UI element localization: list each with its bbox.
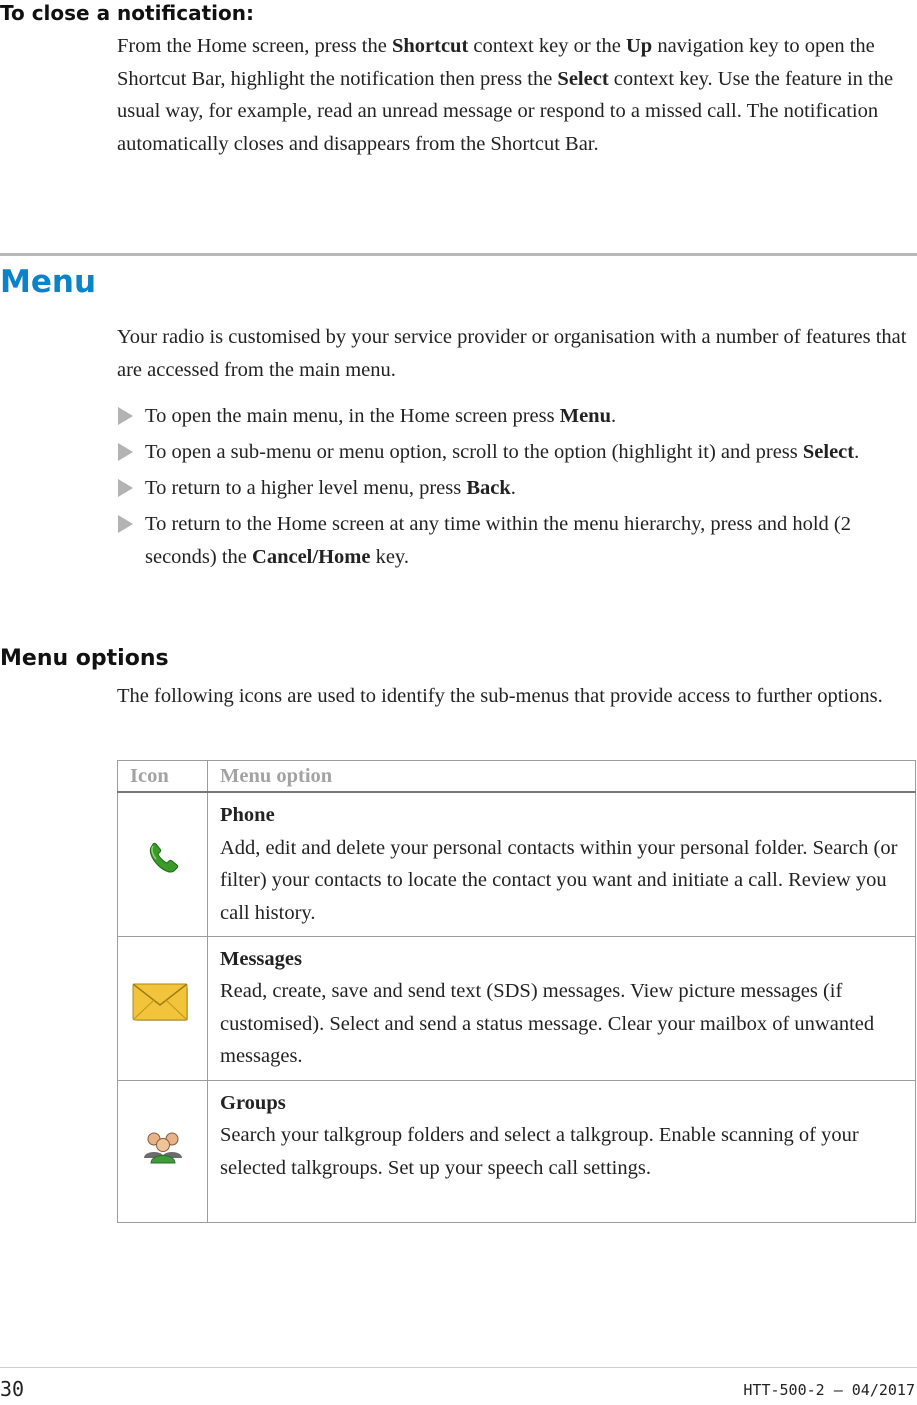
menu-options-heading: Menu options <box>0 646 169 671</box>
table-header-row <box>118 761 916 793</box>
menu-option-column-header: Menu option <box>208 761 916 793</box>
text-run: context key or the <box>468 35 626 57</box>
page-number: 30 <box>0 1377 25 1401</box>
icon-cell <box>118 1080 208 1222</box>
shortcut-key-label: Shortcut <box>391 35 469 57</box>
phone-icon <box>143 840 183 878</box>
section-divider <box>0 253 917 256</box>
up-key-label: Up <box>625 35 653 57</box>
text-run: . <box>610 405 617 427</box>
option-name: Groups <box>220 1091 286 1114</box>
option-cell <box>208 936 916 1080</box>
option-description: Read, create, save and send text (SDS) messages. View picture messages (if customised). Select and send a status message. Clear your mailbox of unwanted messages. <box>220 980 875 1067</box>
text-run: From the Home screen, press the <box>117 35 392 57</box>
select-key-label: Select <box>557 67 609 90</box>
text-run: To return to the Home screen at any time within the menu hierarchy, press and hold (2 seconds) the <box>145 513 851 568</box>
key-label: Back <box>466 477 511 499</box>
key-label: Menu <box>559 405 611 427</box>
menu-instruction-list <box>117 400 913 577</box>
triangle-bullet-icon <box>118 479 133 497</box>
icon-column-header: Icon <box>118 761 208 793</box>
menu-heading: Menu <box>0 264 97 300</box>
text-run: To return to a higher level menu, press <box>145 477 467 499</box>
list-item <box>117 436 913 469</box>
footer-divider <box>0 1367 917 1368</box>
text-run: navigation key to open the Shortcut Bar, highlight the notification then press the <box>117 35 875 90</box>
menu-options-intro: The following icons are used to identify the sub-menus that provide access to further options. <box>117 685 883 707</box>
option-cell <box>208 1080 916 1222</box>
triangle-bullet-icon <box>118 515 133 533</box>
key-label: Select <box>802 441 855 463</box>
list-item <box>117 400 913 433</box>
group-icon <box>140 1128 186 1164</box>
table-row <box>118 936 916 1080</box>
list-item <box>117 508 913 573</box>
table-row <box>118 1080 916 1222</box>
icon-cell <box>118 792 208 936</box>
option-description: Search your talkgroup folders and select a talkgroup. Enable scanning of your selected talkgroups. Set up your speech call settings. <box>220 1124 859 1179</box>
key-label: Cancel/Home <box>252 545 371 568</box>
icon-cell <box>118 936 208 1080</box>
close-notification-heading: To close a notification: <box>0 1 254 25</box>
list-item <box>117 472 913 505</box>
option-description: Add, edit and delete your personal contacts within your personal folder. Search (or filter) your contacts to locate the contact you want and initiate a call. Review you call history. <box>220 836 898 924</box>
close-notification-paragraph <box>117 30 913 160</box>
envelope-icon <box>132 981 194 1025</box>
text-run: context key. Use the feature in the usual way, for example, read an unread message or respond to a missed call. The notification automatically closes and disappears from the Shortcut Bar. <box>117 67 894 155</box>
text-run: . <box>854 441 860 463</box>
triangle-bullet-icon <box>118 407 133 425</box>
option-cell <box>208 792 916 936</box>
menu-options-table <box>117 760 916 1223</box>
text-run: . <box>510 477 516 499</box>
table-row <box>118 792 916 936</box>
text-run: key. <box>370 545 409 568</box>
text-run: To open a sub-menu or menu option, scroll to the option (highlight it) and press <box>145 441 803 463</box>
menu-intro-paragraph: Your radio is customised by your service provider or organisation with a number of features that are accessed from the main menu. <box>117 326 907 381</box>
triangle-bullet-icon <box>118 443 133 461</box>
text-run: To open the main menu, in the Home screen press <box>145 405 560 427</box>
document-reference: HTT-500-2 – 04/2017 <box>743 1381 915 1399</box>
option-name: Phone <box>220 804 275 826</box>
option-name: Messages <box>220 947 302 970</box>
